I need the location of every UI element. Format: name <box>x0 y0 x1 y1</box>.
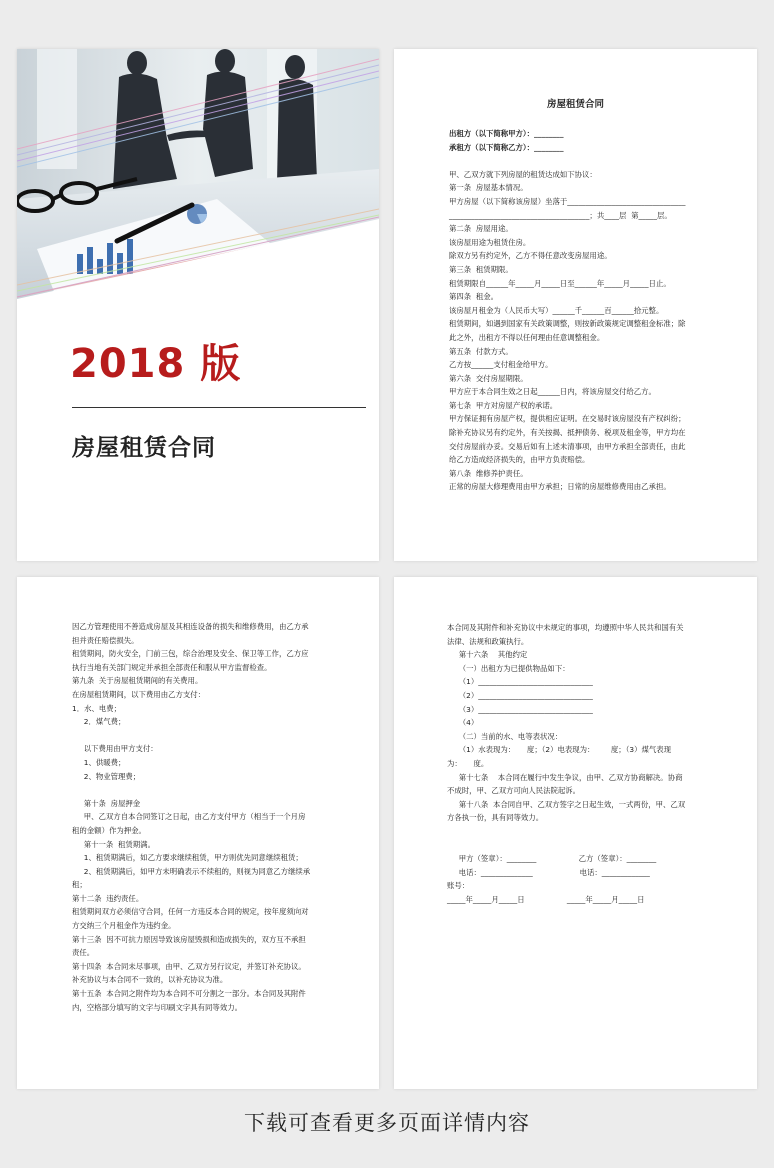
text-line <box>447 825 709 839</box>
text-line: 1、租赁期满后，如乙方要求继续租赁，甲方则优先同意继续租赁； <box>72 853 303 863</box>
text-line: 方各执一份，具有同等效力。 <box>447 813 544 823</box>
text-line: 除补充协议另有约定外，有关按揭、抵押债务、税项及租金等，甲方均在 <box>449 428 686 438</box>
text-line: 执行当地有关部门规定并承担全部责任和服从甲方监督检查。 <box>72 662 272 672</box>
text-line: 甲方应于本合同生效之日起______日内，将该房屋交付给乙方。 <box>449 387 656 397</box>
text-line: 第二条 房屋用途。 <box>449 224 513 234</box>
contract-body-3 <box>447 621 709 906</box>
text-line: 本合同及其附件和补充协议中未规定的事项，均遵照中华人民共和国有关 <box>447 623 684 632</box>
text-line: 第三条 租赁期限。 <box>449 264 513 274</box>
text-line: 甲、乙双方自本合同签订之日起，由乙方支付甲方（相当于一个月房 <box>72 812 306 822</box>
contract-page-1 <box>394 49 757 561</box>
cover-page <box>17 49 379 561</box>
text-line: 租的金额）作为押金。 <box>72 825 146 835</box>
text-line: 第十二条 违约责任。 <box>72 893 144 903</box>
text-line: 该房屋月租金为（人民币大写）______千______百______拾元整。 <box>449 305 664 315</box>
text-line: 租赁期间双方必须信守合同，任何一方违反本合同的规定，按年度须向对 <box>72 907 309 917</box>
text-line: 该房屋用途为租赁住房。 <box>449 237 531 247</box>
text-line: （一）出租方为已提供物品如下： <box>447 663 570 673</box>
text-line: 租赁期间，防火安全，门前三包，综合治理及安全、保卫等工作，乙方应 <box>72 649 309 659</box>
text-line: （2）_______________________________ <box>447 690 593 700</box>
text-line: 第十一条 租赁期满。 <box>72 839 155 849</box>
text-line: （二）当前的水、电等表状况： <box>447 731 563 741</box>
signature-line: 账号： <box>447 881 470 891</box>
text-line: 给乙方造成经济损失的，由甲方负责赔偿。 <box>449 455 590 465</box>
contract-body-1 <box>449 127 709 494</box>
text-line: 补充协议与本合同不一致的，以补充协议为准。 <box>72 975 228 985</box>
contract-page-3 <box>394 577 757 1089</box>
text-line: 乙方按______支付租金给甲方。 <box>449 360 553 370</box>
cover-year: 2018 版 <box>70 341 242 387</box>
text-line: 租赁期间，如遇到国家有关政策调整，则按新政策规定调整租金标准；除 <box>449 319 686 329</box>
text-line: 第十三条 因不可抗力原因导致该房屋毁损和造成损失的，双方互不承担 <box>72 934 306 944</box>
text-line: 在房屋租赁期间，以下费用由乙方支付： <box>72 689 206 699</box>
text-line: 第五条 付款方式。 <box>449 346 513 356</box>
text-line: 第九条 关于房屋租赁期间的有关费用。 <box>72 676 203 686</box>
text-line: 2、租赁期满后，如甲方未明确表示不续租的，则视为同意乙方继续承 <box>72 866 311 876</box>
text-line: 以下费用由甲方支付： <box>72 744 158 754</box>
text-line <box>72 729 332 743</box>
text-line: 第十八条 本合同自甲、乙双方签字之日起生效，一式两份，甲、乙双 <box>447 799 686 809</box>
cover-divider <box>72 407 366 408</box>
text-line: 责任。 <box>72 948 95 958</box>
text-line: 此之外，出租方不得以任何理由任意调整租金。 <box>449 332 605 342</box>
cover-title: 房屋租赁合同 <box>72 435 216 461</box>
text-line: 甲方保证拥有房屋产权，提供相应证明。在交易时该房屋没有产权纠纷； <box>449 414 686 424</box>
text-line: 为： 度。 <box>447 758 489 768</box>
text-line: 2．煤气费； <box>72 717 126 727</box>
text-line: 租赁期限自______年_____月_____日至______年_____月_____日止。 <box>449 278 671 288</box>
text-line <box>449 154 709 168</box>
text-line: 甲方房屋（以下简称该房屋）坐落于________________________________ <box>449 196 686 206</box>
text-line: 第四条 租金。 <box>449 292 499 302</box>
contract-body-2 <box>72 620 332 1014</box>
signature-line: 甲方（签章）：________ 乙方（签章）：________ <box>447 854 657 864</box>
text-line: 方交纳三个月租金作为违约金。 <box>72 921 176 931</box>
text-line: 第十五条 本合同之附件均为本合同不可分割之一部分。本合同及其附件 <box>72 989 306 999</box>
text-line: 法律、法规和政策执行。 <box>447 636 529 646</box>
text-line: 甲、乙双方就下列房屋的租赁达成如下协议： <box>449 169 597 179</box>
text-line: （1）水表现为： 度；（2）电表现为： 度；（3）煤气表现 <box>447 745 672 755</box>
text-line: ______________________________________；共____层 第_____层。 <box>449 210 672 220</box>
text-line: 1．水、电费； <box>72 703 122 713</box>
text-line: 1、供暖费； <box>72 757 126 767</box>
text-line: 不成时，甲、乙双方可向人民法院起诉。 <box>447 786 581 796</box>
text-line: 第八条 维修养护责任。 <box>449 468 528 478</box>
text-line: 租； <box>72 880 87 890</box>
text-line: 第一条 房屋基本情况。 <box>449 183 528 193</box>
text-line: （1）_______________________________ <box>447 677 593 687</box>
text-line <box>447 839 709 853</box>
text-line: 第十六条 其他约定 <box>447 650 528 660</box>
text-line: 第七条 甲方对房屋产权的承诺。 <box>449 400 558 410</box>
contract-title: 房屋租赁合同 <box>546 99 604 110</box>
signature-line: _____年_____月_____日 _____年_____月_____日 <box>447 894 645 904</box>
text-line: 第六条 交付房屋期限。 <box>449 373 528 383</box>
text-line: 第十七条 本合同在履行中发生争议，由甲、乙双方协商解决。协商 <box>447 772 683 782</box>
cover-photo <box>17 49 379 299</box>
text-line: 担并责任赔偿损失。 <box>72 635 139 645</box>
text-line: 2、物业管理费； <box>72 771 141 781</box>
text-line: （4） <box>447 718 479 728</box>
text-line: （3）_______________________________ <box>447 704 593 714</box>
text-line: 内，空格部分填写的文字与印刷文字具有同等效力。 <box>72 1002 242 1012</box>
text-line: 因乙方管理使用不善造成房屋及其相连设备的损失和维修费用，由乙方承 <box>72 622 309 631</box>
text-line: 第十条 房屋押金 <box>72 798 141 808</box>
text-line: 承租方（以下简称乙方）：________ <box>449 142 564 152</box>
text-line <box>72 783 332 797</box>
text-line: 除双方另有约定外，乙方不得任意改变房屋用途。 <box>449 251 612 261</box>
text-line: 第十四条 本合同未尽事项，由甲、乙双方另行议定，并签订补充协议。 <box>72 961 306 971</box>
signature-line: 电话：______________ 电话：_____________ <box>447 867 650 877</box>
download-hint: 下载可查看更多页面详情内容 <box>244 1111 530 1135</box>
text-line: 出租方（以下简称甲方）：________ <box>449 129 564 138</box>
text-line: 正常的房屋大修理费用由甲方承担；日常的房屋维修费用由乙承担。 <box>449 482 671 492</box>
text-line: 交付房屋前办妥。交易后如有上述未清事项，由甲方承担全部责任，由此 <box>449 441 686 451</box>
contract-page-2 <box>17 577 379 1089</box>
